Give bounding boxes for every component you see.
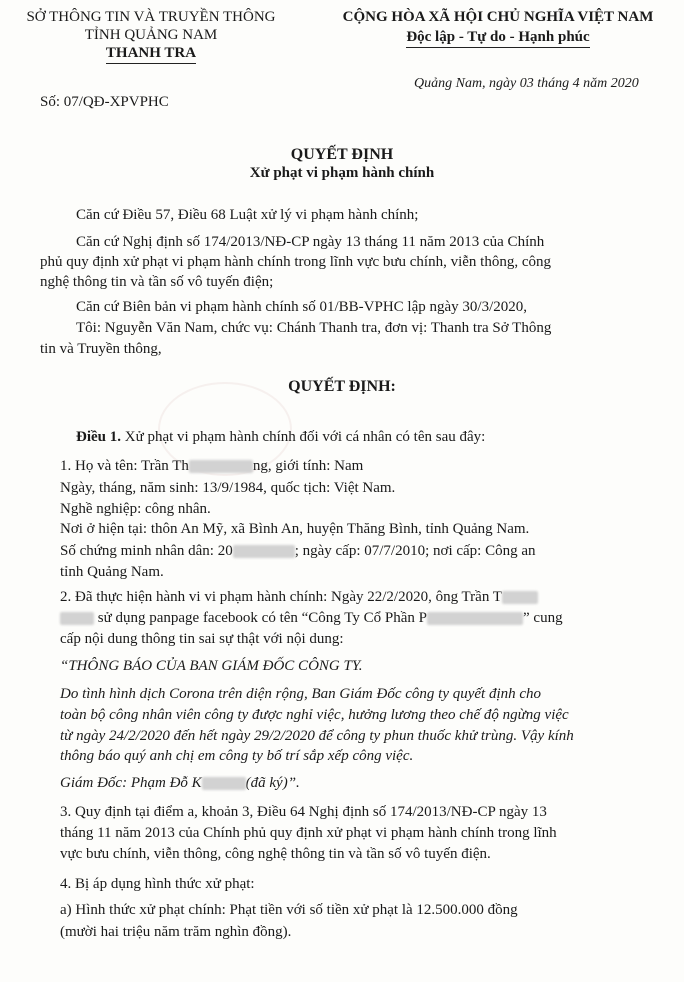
penalty-line: a) Hình thức xử phạt chính: Phạt tiền với số tiền xử phạt là 12.500.000 đồng <box>60 902 518 918</box>
redacted-signer <box>202 777 246 790</box>
redacted-name <box>189 460 253 473</box>
country-name: CỘNG HÒA XÃ HỘI CHỦ NGHĨA VIỆT NAM <box>342 9 654 25</box>
person-id-place: tỉnh Quảng Nam. <box>60 564 164 580</box>
redacted-name <box>502 591 538 604</box>
issuer-dept: SỞ THÔNG TIN VÀ TRUYỀN THÔNG <box>26 9 276 25</box>
signer-suffix: (đã ký)”. <box>245 775 300 791</box>
redacted-id <box>233 545 295 558</box>
basis-line: Căn cứ Điều 57, Điều 68 Luật xử lý vi phạm hành chính; <box>76 207 419 223</box>
person-id-suffix: ; ngày cấp: 07/7/2010; nơi cấp: Công an <box>294 543 536 559</box>
regulation-line: tháng 11 năm 2013 của Chính phủ quy định xử phạt vi phạm hành chính trong lĩnh <box>60 825 557 841</box>
basis-line: Căn cứ Nghị định số 174/2013/NĐ-CP ngày 13 tháng 11 năm 2013 của Chính <box>76 234 545 250</box>
quote-signer <box>60 773 300 793</box>
person-name-prefix: 1. Họ và tên: Trần Th <box>60 458 189 474</box>
issue-date: Quảng Nam, ngày 03 tháng 4 năm 2020 <box>414 76 639 91</box>
issuer-unit: THANH TRA <box>106 44 196 64</box>
basis-line: nghệ thông tin và tần số vô tuyến điện; <box>40 274 274 290</box>
quote-line: từ ngày 24/2/2020 đến hết ngày 29/2/2020 để công ty phun thuốc khử trùng. Vậy kính <box>60 728 574 744</box>
redacted-name <box>60 612 94 625</box>
basis-line: Tôi: Nguyễn Văn Nam, chức vụ: Chánh Thanh tra, đơn vị: Thanh tra Sở Thông <box>76 320 552 336</box>
document-number: Số: 07/QĐ-XPVPHC <box>40 94 169 110</box>
violation-line-3: cấp nội dung thông tin sai sự thật với nội dung: <box>60 631 344 647</box>
person-id-prefix: Số chứng minh nhân dân: 20 <box>60 543 233 559</box>
violation-line-1 <box>60 587 538 607</box>
redacted-company <box>427 612 523 625</box>
quote-line: thông báo quý anh chị em công ty bố trí sắp xếp công việc. <box>60 748 414 764</box>
person-dob: Ngày, tháng, năm sinh: 13/9/1984, quốc tịch: Việt Nam. <box>60 480 396 496</box>
person-job: Nghề nghiệp: công nhân. <box>60 501 211 517</box>
article-1-text: Xử phạt vi phạm hành chính đối với cá nhân có tên sau đây: <box>121 429 486 445</box>
regulation-line: 3. Quy định tại điểm a, khoản 3, Điều 64 Nghị định số 174/2013/NĐ-CP ngày 13 <box>60 804 547 820</box>
decision-heading: QUYẾT ĐỊNH: <box>288 378 396 395</box>
basis-line: Căn cứ Biên bản vi phạm hành chính số 01/BB-VPHC lập ngày 30/3/2020, <box>76 299 528 315</box>
violation-text-2b: ” cung <box>523 610 563 626</box>
violation-text-2: sử dụng panpage facebook có tên “Công Ty Cổ Phần P <box>94 610 427 626</box>
violation-line-2 <box>60 608 563 628</box>
article-1 <box>76 427 485 447</box>
document-subtitle: Xử phạt vi phạm hành chính <box>249 165 435 181</box>
issuer-header <box>6 8 296 64</box>
person-address: Nơi ở hiện tại: thôn An Mỹ, xã Bình An, huyện Thăng Bình, tỉnh Quảng Nam. <box>60 521 530 537</box>
quote-line: toàn bộ công nhân viên công ty được nghỉ việc, hưởng lương theo chế độ ngừng việc <box>60 707 569 723</box>
violation-text-1: 2. Đã thực hiện hành vi vi phạm hành chính: Ngày 22/2/2020, ông Trần T <box>60 589 502 605</box>
person-name-suffix: ng, giới tính: Nam <box>252 458 364 474</box>
document-title: QUYẾT ĐỊNH <box>290 146 394 163</box>
article-1-label: Điều 1. <box>76 429 121 445</box>
quote-heading: “THÔNG BÁO CỦA BAN GIÁM ĐỐC CÔNG TY. <box>60 658 363 674</box>
basis-line: phủ quy định xử phạt vi phạm hành chính trong lĩnh vực bưu chính, viễn thông, công <box>40 254 551 270</box>
basis-line: tin và Truyền thông, <box>40 341 162 357</box>
penalty-heading: 4. Bị áp dụng hình thức xử phạt: <box>60 876 255 892</box>
quote-line: Do tình hình dịch Corona trên diện rộng, Ban Giám Đốc công ty quyết định cho <box>60 686 542 702</box>
signer-prefix: Giám Đốc: Phạm Đỗ K <box>60 775 202 791</box>
penalty-line: (mười hai triệu năm trăm nghìn đồng). <box>60 924 292 940</box>
person-name-line <box>60 456 363 476</box>
regulation-line: vực bưu chính, viễn thông, công nghệ thông tin và tần số vô tuyến điện. <box>60 846 491 862</box>
person-id-line <box>60 541 536 561</box>
issuer-province: TỈNH QUẢNG NAM <box>84 27 218 43</box>
national-header <box>318 8 678 48</box>
national-motto: Độc lập - Tự do - Hạnh phúc <box>406 28 589 48</box>
